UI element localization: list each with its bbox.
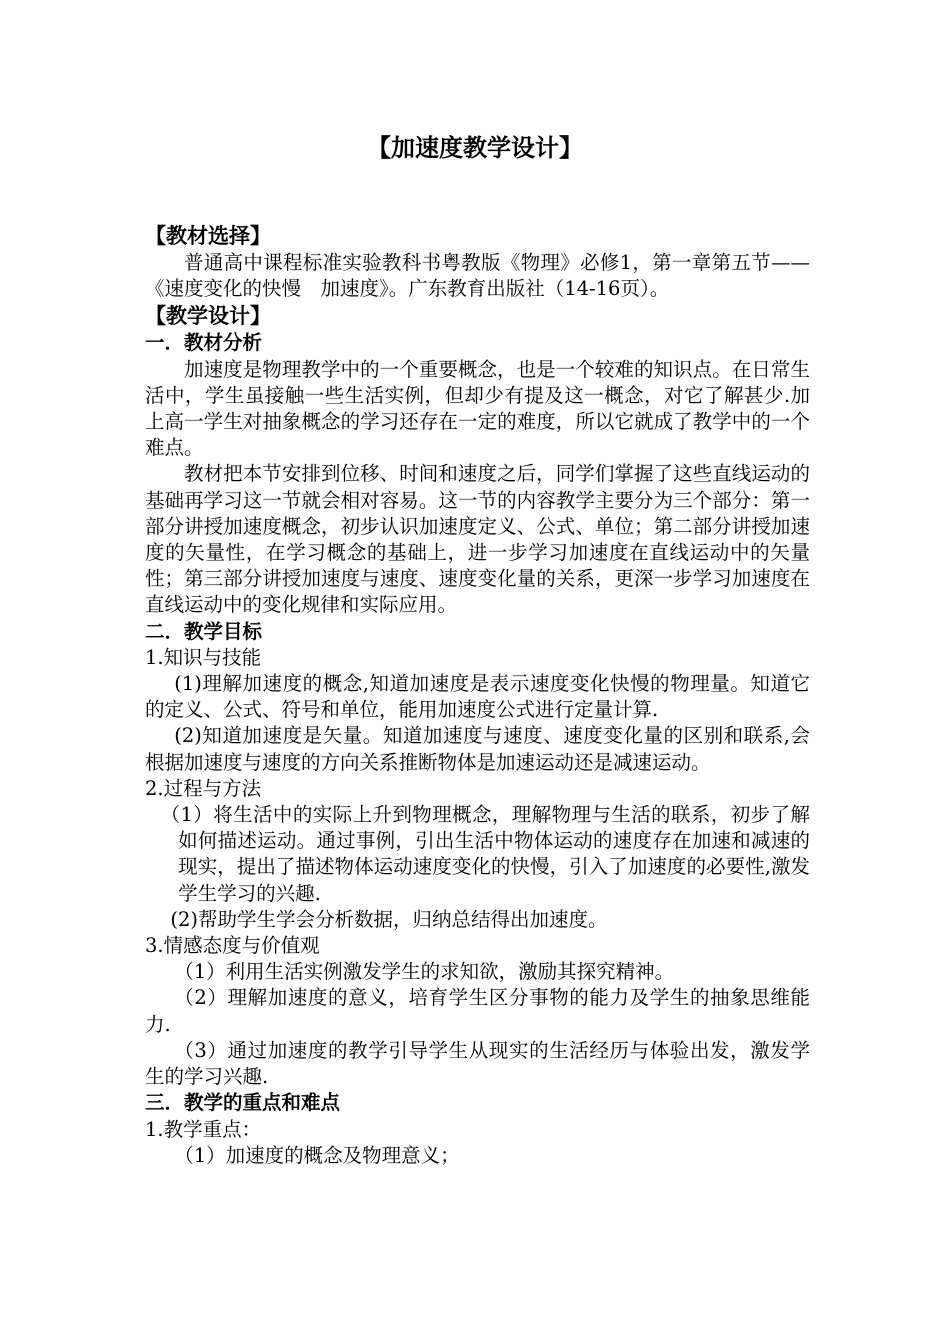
subheading-key-points: 1.教学重点： [145, 1117, 262, 1141]
paragraph-process-2: (2)帮助学生学会分析数据，归纳总结得出加速度。 [170, 907, 608, 931]
paragraph-key-point-1: （1）加速度的概念及物理意义； [174, 1143, 460, 1167]
paragraph-attitude-1: （1）利用生活实例激发学生的求知欲，激励其探究精神。 [174, 960, 675, 984]
document-title: 【加速度教学设计】 [367, 134, 583, 162]
heading-section-3: 三．教学的重点和难点 [145, 1091, 341, 1115]
paragraph-knowledge-2: (2)知道加速度是矢量。知道加速度与速度、速度变化量的区别和联系,会根据加速度与速度的方向关系推断物体是加速运动还是减速运动。 [145, 724, 810, 774]
subheading-attitude: 3.情感态度与价值观 [145, 934, 320, 958]
paragraph-attitude-3: （3）通过加速度的教学引导学生从现实的生活经历与体验出发，激发学生的学习兴趣. [145, 1038, 810, 1089]
document-body [145, 222, 810, 1169]
paragraph-analysis-2: 教材把本节安排到位移、时间和速度之后，同学们掌握了这些直线运动的基础再学习这一节就会相对容易。这一节的内容教学主要分为三个部分：第一部分讲授加速度概念，初步认识加速度定义、公式、单位；第二部分讲授加速度的矢量性，在学习概念的基础上，进一步学习加速度在直线运动中的矢量性；第三部分讲授加速度与速度、速度变化量的关系，更深一步学习加速度在直线运动中的变化规律和实际应用。 [145, 462, 810, 617]
heading-design: 【教学设计】 [145, 304, 271, 329]
paragraph-attitude-2: （2）理解加速度的意义，培育学生区分事物的能力及学生的抽象思维能力. [145, 986, 810, 1036]
paragraph-analysis-1: 加速度是物理教学中的一个重要概念，也是一个较难的知识点。在日常生活中，学生虽接触一些生活实例，但却少有提及这一概念，对它了解甚少.加上高一学生对抽象概念的学习还存在一定的难度，所以它就成了教学中的一个难点。 [145, 357, 810, 460]
paragraph-material: 普通高中课程标准实验教科书粤教版《物理》必修1，第一章第五节——《速度变化的快慢 加速度》。广东教育出版社（14-16页）。 [145, 251, 810, 301]
heading-section-2: 二．教学目标 [145, 619, 263, 643]
heading-material: 【教材选择】 [145, 224, 271, 248]
subheading-knowledge: 1.知识与技能 [145, 645, 262, 669]
paragraph-knowledge-1: (1)理解加速度的概念,知道加速度是表示速度变化快慢的物理量。知道它的定义、公式、符号和单位，能用加速度公式进行定量计算. [145, 672, 810, 722]
subheading-process: 2.过程与方法 [145, 776, 262, 800]
paragraph-process-1: （1）将生活中的实际上升到物理概念，理解物理与生活的联系，初步了解如何描述运动。通过事例，引出生活中物体运动的速度存在加速和减速的现实，提出了描述物体运动速度变化的快慢，引入了加速度的必要性,激发学生学习的兴趣. [160, 803, 810, 905]
heading-section-1: 一．教材分析 [145, 331, 263, 355]
